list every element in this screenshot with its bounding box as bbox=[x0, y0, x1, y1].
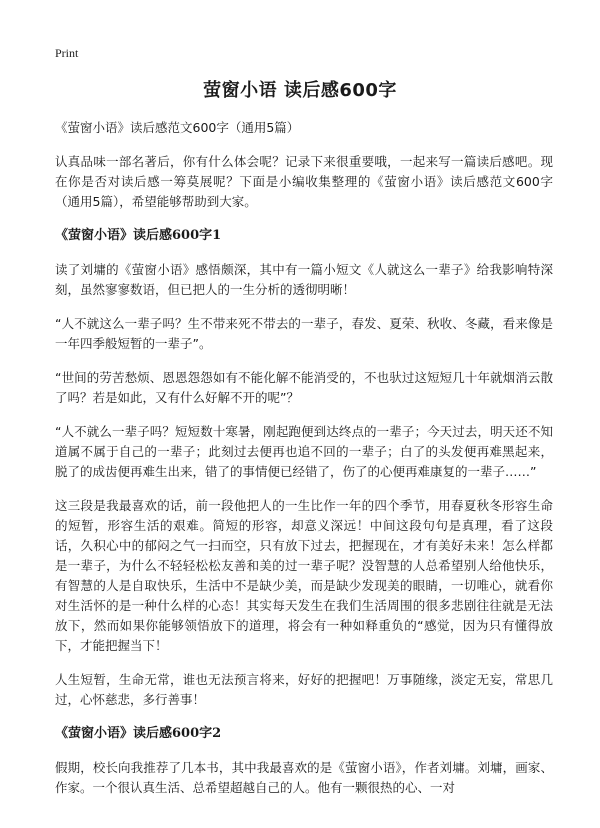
page-title: 萤窗小语 读后感600字 bbox=[203, 80, 397, 101]
section-2-paragraph: 假期，校长向我推荐了几本书，其中我最喜欢的是《萤窗小语》，作者刘墉。刘墉，画家、作家。一个很认真生活、总希望超越自己的人。他有一颗很热的心、一对 bbox=[55, 760, 553, 795]
section-heading-2: 《萤窗小语》读后感600字2 bbox=[55, 726, 222, 741]
section-1-paragraph: 人生短暂，生命无常，谁也无法预言将来，好好的把握吧！万事随缘，淡定无妄，常思几过，心怀慈悲，多行善事！ bbox=[55, 672, 553, 707]
section-1-paragraph: “世间的劳苦愁烦、恩恩怨怨如有不能化解不能消受的，不也驮过这短短几十年就烟消云散了吗？若是如此，又有什么好解不开的呢”？ bbox=[55, 370, 553, 405]
section-heading-1: 《萤窗小语》读后感600字1 bbox=[55, 228, 222, 243]
article-subtitle: 《萤窗小语》读后感范文600字（通用5篇） bbox=[55, 120, 300, 135]
section-1-paragraph: “人不就这么一辈子吗？生不带来死不带去的一辈子，春发、夏荣、秋收、冬藏，看来像是一年四季般短暂的一辈子”。 bbox=[55, 316, 553, 351]
print-link[interactable]: Print bbox=[55, 46, 79, 60]
section-1-paragraph: 读了刘墉的《萤窗小语》感悟颇深，其中有一篇小短文《人就这么一辈子》给我影响特深刻，虽然寥寥数语，但已把人的一生分析的透彻明晰！ bbox=[55, 262, 553, 297]
intro-paragraph: 认真品味一部名著后，你有什么体会呢？记录下来很重要哦，一起来写一篇读后感吧。现在你是否对读后感一筹莫展呢？下面是小编收集整理的《萤窗小语》读后感范文600字（通用5篇），希望能够帮助到大家。 bbox=[55, 154, 553, 209]
section-1-paragraph: “人不就么一辈子吗？短短数十寒暑，刚起跑便到达终点的一辈子；今天过去，明天还不知道属不属于自己的一辈子；此刻过去便再也追不回的一辈子；白了的头发便再难黑起来，脱了的成齿便再难生出来，错了的事情便已经错了，伤了的心便再难康复的一辈子……” bbox=[55, 424, 553, 479]
article-body bbox=[55, 118, 553, 812]
section-1-paragraph: 这三段是我最喜欢的话，前一段他把人的一生比作一年的四个季节，用春夏秋冬形容生命的短暂，形容生活的艰难。简短的形容，却意义深远！中间这段句句是真理，看了这段话，久积心中的郁闷之气一扫而空，只有放下过去，把握现在，才有美好未来！怎么样都是一辈子，为什么不轻轻松松友善和美的过一辈子呢？没智慧的人总希望别人给他快乐，有智慧的人是自取快乐，生活中不是缺少美，而是缺少发现美的眼睛，一切唯心，就看你对生活怀的是一种什么样的心态！其实每天发生在我们生活周围的很多悲剧往往就是无法放下，然而如果你能够领悟放下的道理，将会有一种如释重负的“感觉，因为只有懂得放下，才能把握当下！ bbox=[55, 498, 553, 653]
